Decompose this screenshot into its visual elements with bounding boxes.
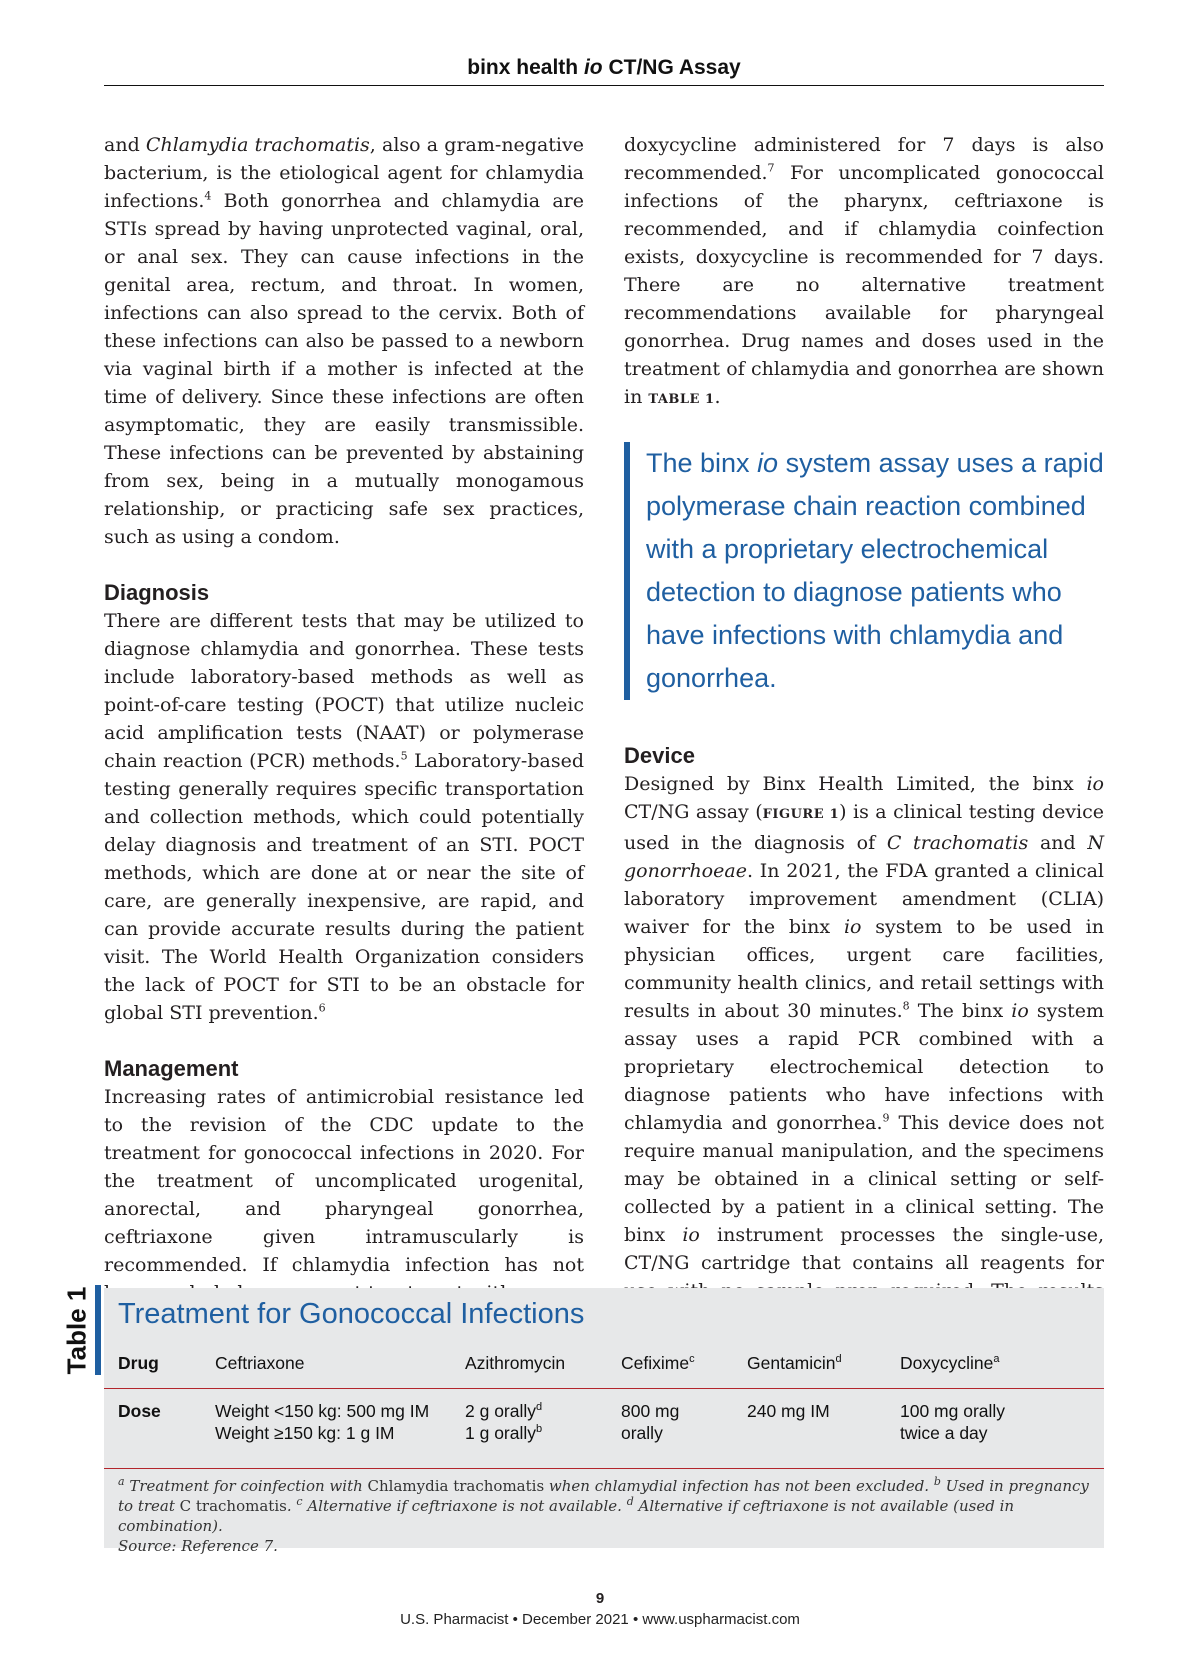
left-column: [104, 131, 584, 1307]
table-reference: TABLE 1: [648, 392, 715, 407]
dose-cell: Weight <150 kg: 500 mg IM Weight ≥150 kg: 1 g IM: [215, 1401, 430, 1443]
table-tab: [60, 1285, 101, 1375]
drug-name: Cefixime$^c$: [621, 1353, 695, 1373]
dose-label: Dose: [118, 1401, 161, 1421]
right-column: [624, 131, 1104, 1333]
running-head: binx health io CT/NG Assay: [467, 56, 741, 79]
page-number: 9: [595, 1590, 605, 1607]
table-tab-bar: [95, 1285, 101, 1375]
diagnosis-heading: Diagnosis: [104, 580, 210, 605]
header-rule: [104, 85, 1104, 86]
dose-cell: 240 mg IM: [747, 1401, 830, 1421]
device-paragraph: Designed by Binx Health Limited, the binx io CT/NG assay (FIGURE 1) is a clinical testing device used in the diagnosis of C trachomatis and N gonorrhoeae. In 2021, the FDA granted a clinical laboratory improvement amendment (CLIA) waiver for the binx io system to be used in physician offices, urgent care facilities, community health clinics, and retail settings with results in about 30 minutes.$^8$ The binx io system assay uses a rapid PCR combined with a proprietary electrochemical detection to diagnose patients who have infections with chlamydia and gonorrhea.$^9$ This device does not require manual manipulation, and the specimens may be obtained in a clinical setting or self-collected by a patient in a clinical setting. The binx io instrument processes the single-use, CT/NG cartridge that contains all reagents for: [624, 773, 1105, 1274]
table-title: Treatment for Gonococcal Infections: [118, 1298, 585, 1330]
table-rule: [104, 1388, 1104, 1389]
table-tab-label: Table 1: [61, 1286, 92, 1374]
table-source: Source: Reference 7.: [118, 1537, 278, 1555]
drug-name: Ceftriaxone: [215, 1353, 305, 1373]
pull-quote: The binx io system assay uses a rapid polymerase chain reaction combined with a proprietary electrochemical detection to diagnose patients who have infections with chlamydia and gonorrhea.: [624, 442, 1104, 700]
drug-label: Drug: [118, 1353, 159, 1373]
device-heading: Device: [624, 743, 695, 768]
table-rule: [104, 1468, 1104, 1469]
diagnosis-paragraph: There are different tests that may be utilized to diagnose chlamydia and gonorrhea. These tests include laboratory-based methods as well as point-of-care testing (POCT) that utilize nucleic acid amplification tests (NAAT) or polymerase chain reaction (PCR) methods.$^5$ Laboratory-based testing generally requires specific transportation and collection methods, which could potentially delay diagnosis and treatment of an STI. POCT methods, which are done at or near the site of care, are generally inexpensive, are rapid, and can provide accurate results during the patient visit. The World Health Organization considers the lack of POCT for STI to be an obstacle for global STI prevention.$^6$: [104, 610, 584, 1024]
drug-name: Azithromycin: [465, 1353, 566, 1373]
dose-cell: 100 mg orally twice a day: [900, 1401, 1006, 1443]
table-footnotes: $^a$ Treatment for coinfection with Chlamydia trachomatis when chlamydial infection has not been excluded. $^b$ Used in pregnancy to treat C trachomatis. $^c$ Alternative if ceftriaxone is not available. $^d$ Alternative if ceftriaxone is not available (used in combination). Source: Reference 7.: [118, 1475, 1089, 1555]
treatment-table: [104, 1288, 1104, 1555]
drug-name: Gentamicin$^d$: [747, 1353, 842, 1373]
dose-cell: 800 mg orally: [621, 1401, 680, 1443]
figure-reference: FIGURE 1: [762, 807, 840, 822]
management-paragraph: Increasing rates of antimicrobial resistance led to the revision of the CDC update to the treatment for gonococcal infections in 2020. For the treatment of uncomplicated urogenital, anorectal, and pharyngeal gonorrhea, ceftriaxone given intramuscularly is recommended. If chlamydia infection has not: [104, 1086, 584, 1276]
page-footer: U.S. Pharmacist • December 2021 • www.uspharmacist.com: [400, 1611, 800, 1628]
drug-name: Doxycycline$^a$: [900, 1353, 1000, 1373]
treatment-paragraph: doxycycline administered for 7 days is also recommended.$^7$ For uncomplicated gonococcal infections of the pharynx, ceftriaxone is recommended, and if chlamydia coinfection exists, doxycycline is recommended for 7 days. There are no alternative treatment recommendations available for pharyngeal gonorrhea. Drug names and doses used in the treatment of chlamydia and gonorrhea are shown in TABLE 1.: [624, 134, 1104, 408]
intro-paragraph: and Chlamydia trachomatis, also a gram-negative bacterium, is the etiological agent for chlamydia infections.$^4$ Both gonorrhea and chlamydia are STIs spread by having unprotected vaginal, oral, or anal sex. They can cause infections in the genital area, rectum, and throat. In women, infections can also spread to the cervix. Both of these infections can also be passed to a newborn via vaginal birth if a mother is infected at the time of delivery. Since these infections are often asymptomatic, they are easily transmissible. These infections can be prevented by abstaining from sex, being in a mutually monogamous relationship, or practicing safe sex practices, such as using a condom.: [104, 134, 584, 548]
dose-cell: 2 g orally$^d$ 1 g orally$^b$: [465, 1401, 543, 1443]
management-heading: Management: [104, 1056, 239, 1081]
